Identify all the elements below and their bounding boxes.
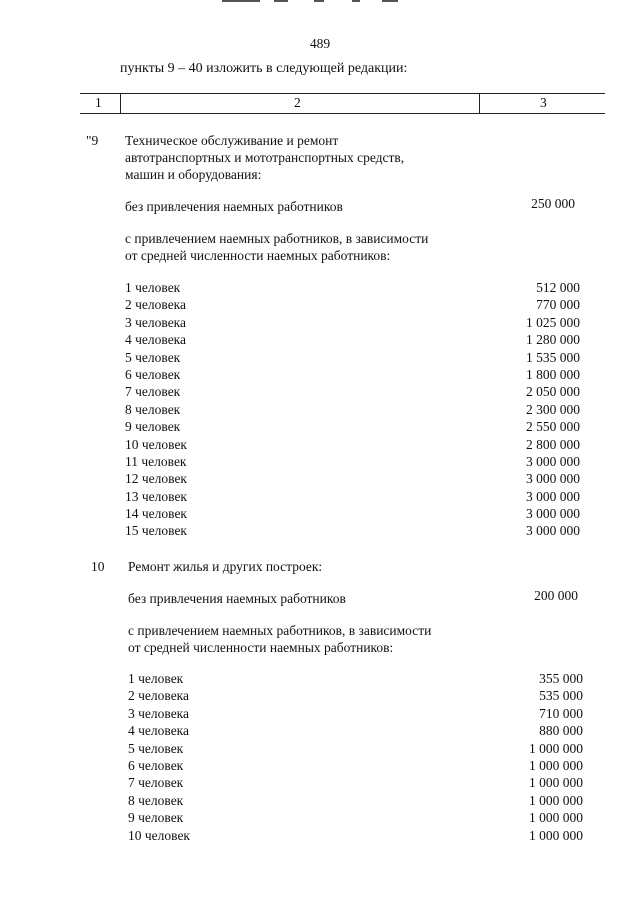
employee-count-label: 14 человек (125, 506, 187, 522)
employee-count-label: 1 человек (125, 280, 181, 295)
employee-count-list (128, 670, 588, 844)
employee-count-label: 12 человек (125, 471, 187, 487)
rate-value: 535 000 (539, 688, 583, 704)
rate-row (125, 436, 585, 453)
rate-row (128, 774, 588, 791)
column-header-1: 1 (95, 95, 102, 110)
rate-value: 710 000 (539, 705, 583, 721)
employee-count-label: 10 человек (128, 827, 190, 843)
rate-value: 1 000 000 (529, 740, 583, 756)
rate-row (125, 470, 585, 487)
section-number: "9 (86, 133, 99, 148)
with-employees-label: с привлечением наемных работников, в зависимости (125, 231, 429, 246)
rate-row (128, 687, 588, 704)
employee-count-label: 3 человека (128, 705, 190, 721)
with-employees-label: от средней численности наемных работников: (125, 248, 391, 263)
rate-value: 2 550 000 (526, 419, 580, 435)
employee-count-label: 5 человек (128, 740, 184, 756)
rate-row (125, 366, 585, 383)
employee-count-label: 6 человек (128, 757, 184, 773)
employee-count-label: 7 человек (128, 775, 184, 791)
rate-value: 3 000 000 (526, 488, 580, 504)
rate-value: 1 280 000 (526, 332, 580, 348)
intro-text: пункты 9 – 40 изложить в следующей редакции: (120, 61, 408, 76)
rate-row (128, 809, 588, 826)
section-title-line: Техническое обслуживание и ремонт (125, 133, 339, 148)
employee-count-list (125, 279, 585, 540)
rate-value: 355 000 (539, 671, 583, 686)
rate-value: 2 800 000 (526, 436, 580, 452)
column-header-3: 3 (540, 95, 547, 110)
without-employees-label: без привлечения наемных работников (128, 591, 346, 606)
without-employees-value: 250 000 (531, 196, 575, 211)
employee-count-label: 5 человек (125, 349, 181, 365)
rate-row (125, 505, 585, 522)
section-number: 10 (91, 559, 105, 574)
rate-value: 880 000 (539, 723, 583, 739)
rate-value: 2 300 000 (526, 401, 580, 417)
rate-value: 3 000 000 (526, 471, 580, 487)
with-employees-label: от средней численности наемных работников: (128, 640, 394, 655)
rate-row (128, 740, 588, 757)
column-header-2: 2 (294, 95, 301, 110)
without-employees-label: без привлечения наемных работников (125, 199, 343, 214)
rate-row (128, 722, 588, 739)
rate-value: 1 800 000 (526, 366, 580, 382)
top-scan-artifact (222, 0, 398, 3)
rate-row (125, 488, 585, 505)
employee-count-label: 2 человека (125, 297, 187, 313)
employee-count-label: 7 человек (125, 384, 181, 400)
without-employees-value: 200 000 (534, 588, 578, 603)
rate-row (128, 827, 588, 844)
employee-count-label: 15 человек (125, 523, 187, 539)
rate-row (125, 314, 585, 331)
rate-row (128, 670, 588, 687)
rate-value: 1 000 000 (529, 827, 583, 843)
rate-value: 1 025 000 (526, 314, 580, 330)
rate-value: 3 000 000 (526, 506, 580, 522)
column-divider (479, 94, 480, 113)
employee-count-label: 4 человека (125, 332, 187, 348)
employee-count-label: 11 человек (125, 453, 187, 469)
employee-count-label: 4 человека (128, 723, 190, 739)
rate-row (125, 383, 585, 400)
rate-row (125, 296, 585, 313)
rate-value: 1 000 000 (529, 757, 583, 773)
employee-count-label: 3 человека (125, 314, 187, 330)
rate-value: 2 050 000 (526, 384, 580, 400)
rate-value: 1 000 000 (529, 775, 583, 791)
rate-value: 3 000 000 (526, 453, 580, 469)
rate-row (125, 279, 585, 296)
rate-row (125, 453, 585, 470)
rate-row (125, 418, 585, 435)
rate-value: 1 535 000 (526, 349, 580, 365)
employee-count-label: 8 человек (128, 792, 184, 808)
rate-row (125, 331, 585, 348)
employee-count-label: 10 человек (125, 436, 187, 452)
employee-count-label: 6 человек (125, 366, 181, 382)
employee-count-label: 1 человек (128, 671, 184, 686)
section-title-line: машин и оборудования: (125, 167, 262, 182)
rate-row (125, 401, 585, 418)
employee-count-label: 13 человек (125, 488, 187, 504)
section-title-line: автотранспортных и мототранспортных средств, (125, 150, 405, 165)
rate-value: 1 000 000 (529, 792, 583, 808)
rate-row (125, 349, 585, 366)
column-divider (120, 94, 121, 113)
rate-row (128, 757, 588, 774)
page-number: 489 (309, 36, 331, 51)
employee-count-label: 8 человек (125, 401, 181, 417)
employee-count-label: 9 человек (128, 810, 184, 826)
rate-row (128, 705, 588, 722)
rate-value: 512 000 (536, 280, 580, 295)
rate-value: 3 000 000 (526, 523, 580, 539)
column-header-row (80, 93, 605, 114)
rate-value: 1 000 000 (529, 810, 583, 826)
with-employees-label: с привлечением наемных работников, в зависимости (128, 623, 432, 638)
employee-count-label: 9 человек (125, 419, 181, 435)
employee-count-label: 2 человека (128, 688, 190, 704)
rate-value: 770 000 (536, 297, 580, 313)
rate-row (128, 792, 588, 809)
section-title-line: Ремонт жилья и других построек: (128, 559, 323, 574)
rate-row (125, 522, 585, 539)
